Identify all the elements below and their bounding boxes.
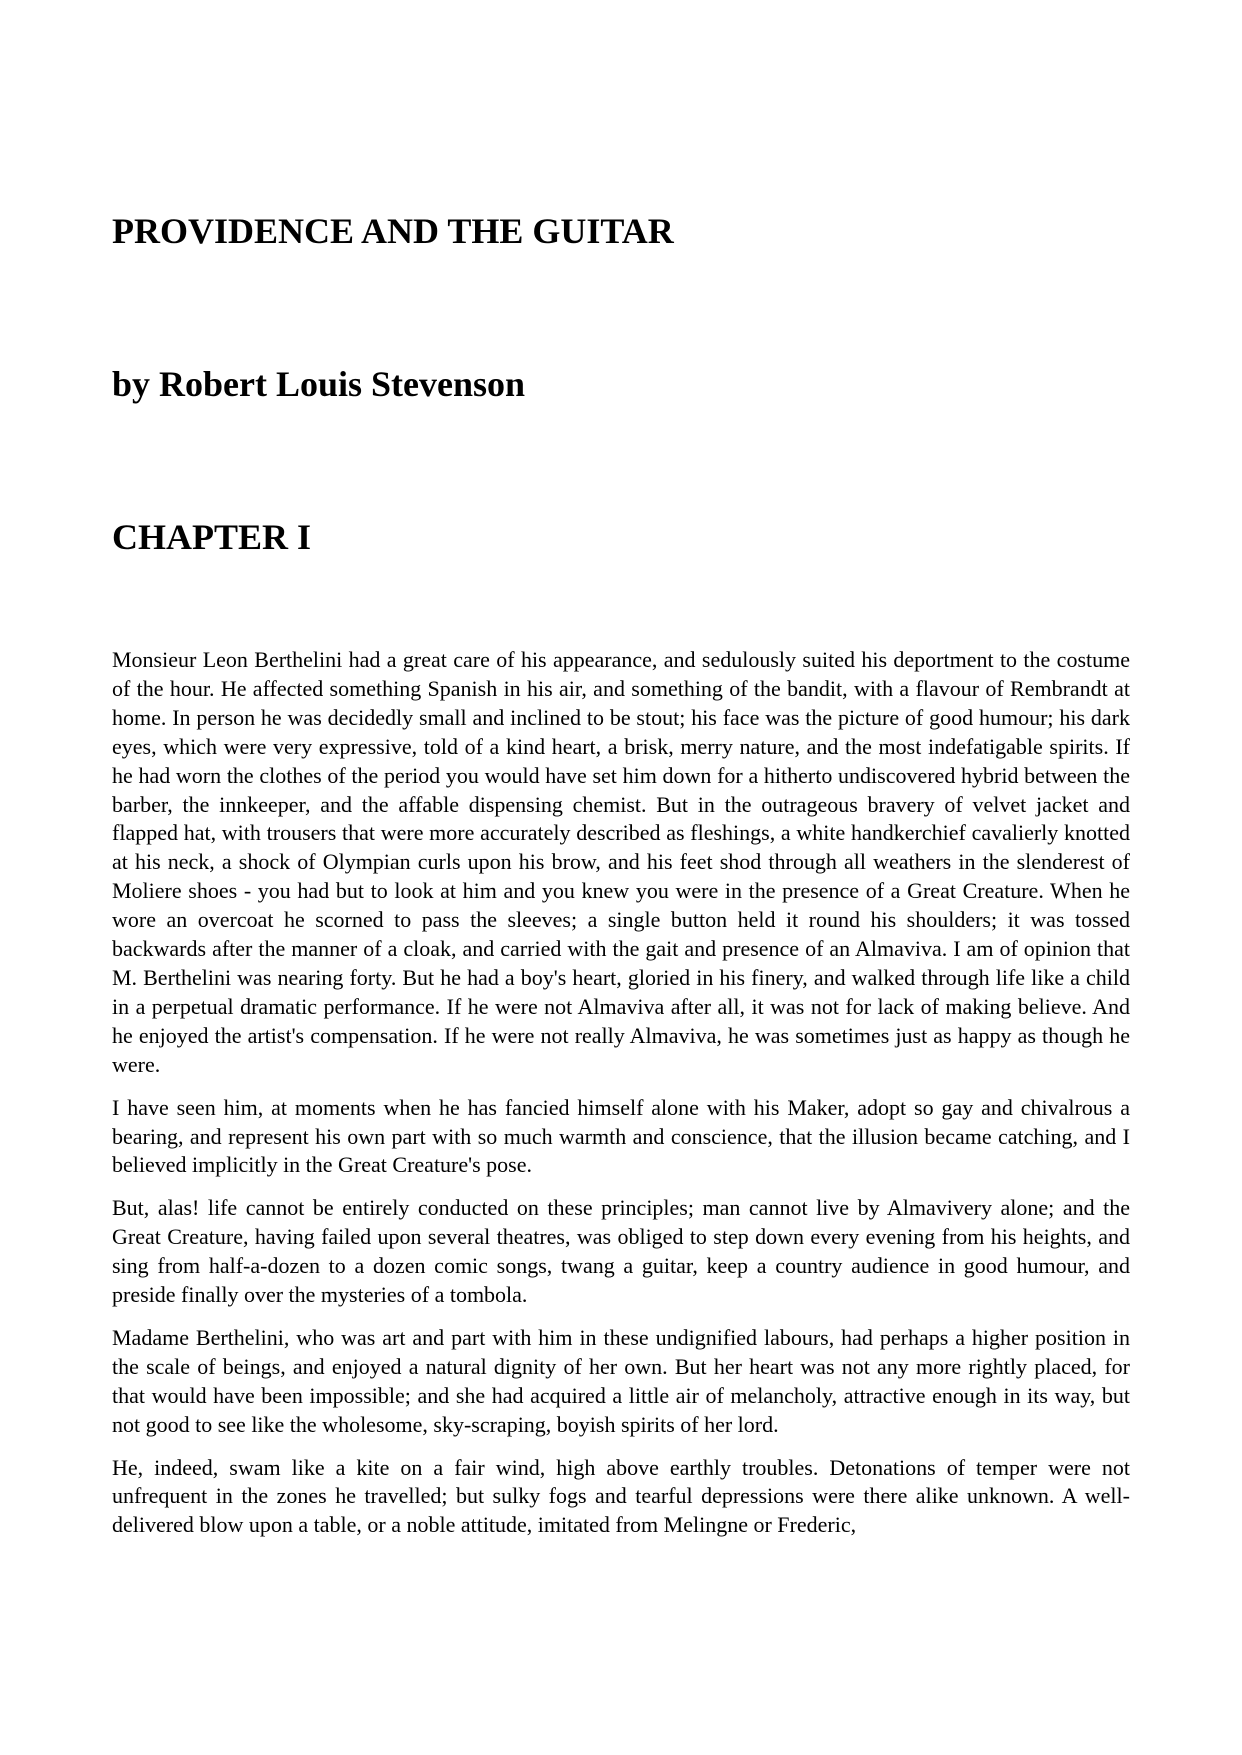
paragraph: He, indeed, swam like a kite on a fair wind, high above earthly troubles. Detonations of temper were not unfrequent in the zones he travelled; but sulky fogs and tearful depressions were there alike unknown. A well-delivered blow upon a table, or a noble attitude, imitated from Melingne or Frederic, xyxy=(112,1454,1130,1538)
paragraph: But, alas! life cannot be entirely conducted on these principles; man cannot live by Almavivery alone; and the Great Creature, having failed upon several theatres, was obliged to step down every evening from his heights, and sing from half-a-dozen to a dozen comic songs, twang a guitar, keep a country audience in good humour, and preside finally over the mysteries of a tombola. xyxy=(112,1195,1130,1308)
paragraph: I have seen him, at moments when he has fancied himself alone with his Maker, adopt so gay and chivalrous a bearing, and represent his own part with so much warmth and conscience, that the illusion became catching, and I believed implicitly in the Great Creature's pose. xyxy=(112,1094,1130,1178)
chapter-heading: CHAPTER I xyxy=(112,517,312,557)
chapter-body xyxy=(112,646,1130,1554)
paragraph: Monsieur Leon Berthelini had a great care of his appearance, and sedulously suited his deportment to the costume of the hour. He affected something Spanish in his air, and something of the bandit, with a flavour of Rembrandt at home. In person he was decidedly small and inclined to be stout; his face was the picture of good humour; his dark eyes, which were very expressive, told of a kind heart, a brisk, merry nature, and the most indefatigable spirits. If he had worn the clothes of the period you would have set him down for a hitherto undiscovered hybrid between the barber, the innkeeper, and the affable dispensing chemist. But in the outrageous bravery of velvet jacket and flapped hat, with trousers that were more accurately described as fleshings, a white handkerchief cavalierly knotted at his neck, a shock of Olympian curls upon his brow, and his feet shod through all weathers in the slenderest of Moliere shoes - you had but to look at him and you knew you were in the presence of a Great Creature. When he wore an overcoat he scorned to pass the sleeves; a single button held it round his shoulders; it was tossed backwards after the manner of a cloak, and carried with the gait and presence of an Almaviva. I am of opinion that M. Berthelini was nearing forty. But he had a boy's heart, gloried in his finery, and walked through life like a child in a perpetual dramatic performance. If he were not Almaviva after all, it was not for lack of making believe. And he enjoyed the artist's compensation. If he were not really Almaviva, he was sometimes just as happy as though he were. xyxy=(112,647,1130,1077)
document-title: PROVIDENCE AND THE GUITAR xyxy=(112,211,674,251)
paragraph: Madame Berthelini, who was art and part with him in these undignified labours, had perhaps a higher position in the scale of beings, and enjoyed a natural dignity of her own. But her heart was not any more rightly placed, for that would have been impossible; and she had acquired a little air of melancholy, attractive enough in its way, but not good to see like the wholesome, sky-scraping, boyish spirits of her lord. xyxy=(112,1324,1130,1437)
author-byline: by Robert Louis Stevenson xyxy=(112,364,526,404)
